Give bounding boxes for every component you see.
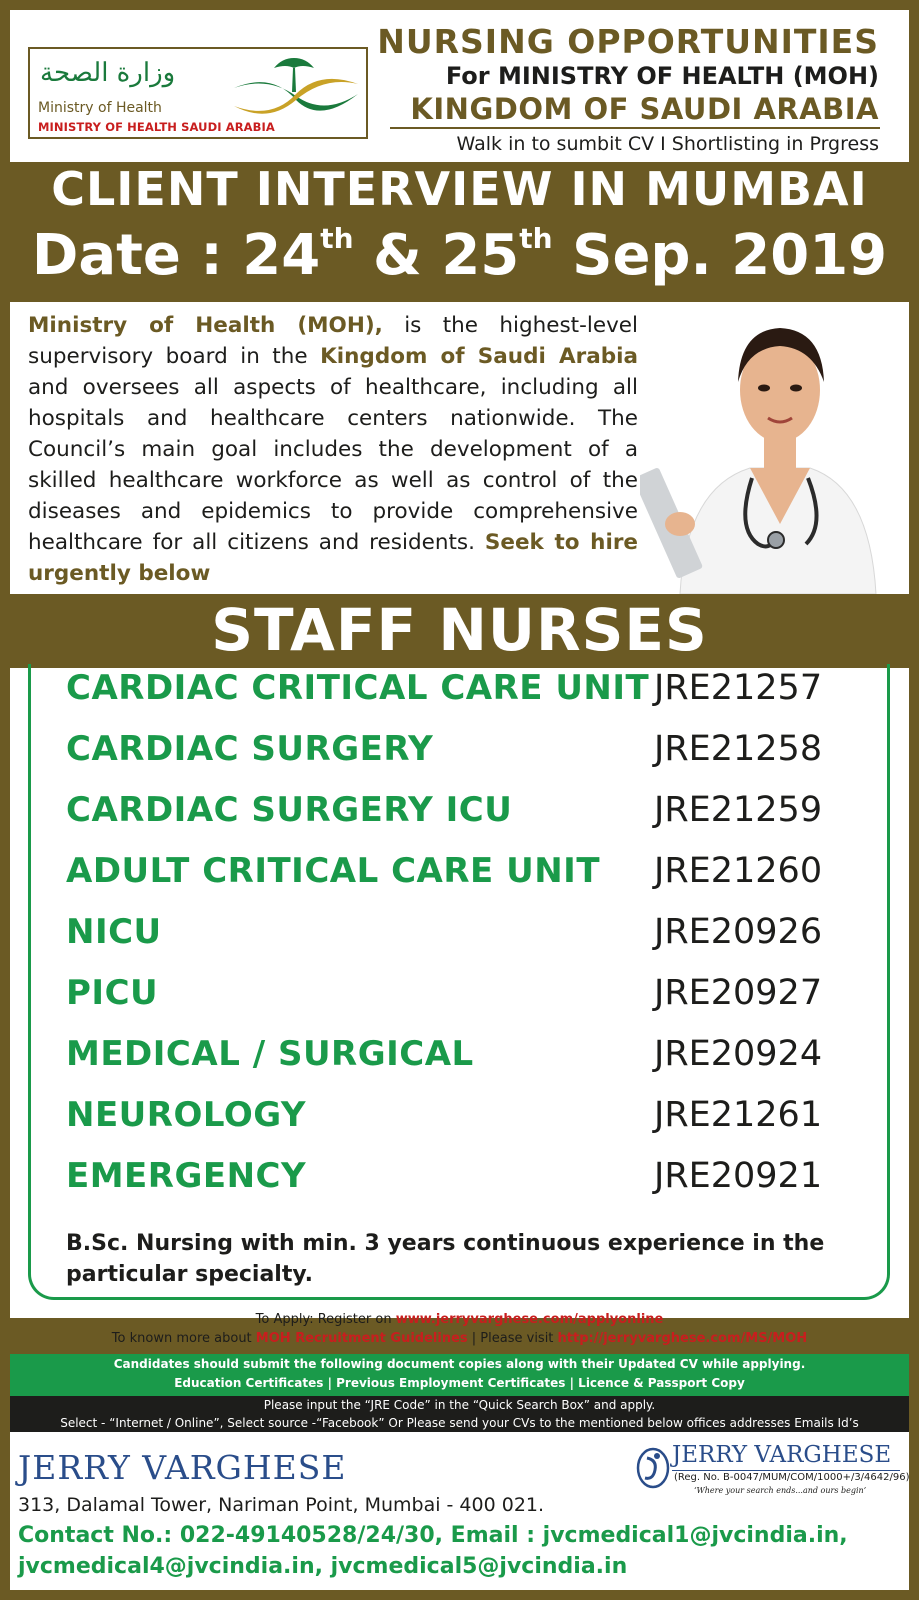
guidelines-mid: | Please visit (467, 1331, 558, 1346)
moh-guidelines-link[interactable]: http://jerryvarghese.com/MS/MOH (557, 1331, 808, 1346)
jerry-varghese-logo-icon (635, 1446, 671, 1490)
position-code: JRE20927 (654, 973, 823, 1013)
intro-kingdom: Kingdom of Saudi Arabia (320, 344, 639, 369)
search-line-2: Select - “Internet / Online”, Select source -“Facebook” Or Please send your CVs to the mentioned below offices addresses Emails Id’s (60, 1416, 859, 1430)
documents-line-1: Candidates should submit the following document copies along with their Updated CV while applying. (113, 1357, 806, 1371)
intro-text-2: and oversees all aspects of healthcare, including all hospitals and healthcare centers nationwide. The Council’s main goal includes the development of a skilled healthcare workforce as well as control of the diseases and epidemics to provide comprehensive healthcare for all citizens and residents. (28, 375, 638, 555)
position-code: JRE21257 (654, 668, 823, 708)
position-code: JRE20924 (654, 1034, 823, 1074)
date-sup-2: th (519, 222, 553, 255)
date-prefix: Date : 24 (31, 223, 321, 288)
intro-cta: Seek to hire urgently below (28, 530, 639, 586)
position-row (66, 851, 886, 909)
position-code: JRE21258 (654, 729, 823, 769)
intro-lead: Ministry of Health (MOH), (28, 313, 383, 338)
interview-date (0, 222, 919, 288)
contact-line-2[interactable]: jvcmedical4@jvcindia.in, jvcmedical5@jvcindia.in (18, 1554, 628, 1579)
moh-logo-english: Ministry of Health (38, 100, 162, 116)
documents-line-2: Education Certificates | Previous Employment Certificates | Licence & Passport Copy (174, 1376, 745, 1390)
office-address: 313, Dalamal Tower, Nariman Point, Mumbai - 400 021. (18, 1494, 545, 1516)
apply-line (10, 1312, 909, 1327)
intro-paragraph (28, 310, 638, 589)
registration-number: (Reg. No. B-0047/MUM/COM/1000+/3/4642/96) (674, 1472, 910, 1483)
position-row (66, 729, 886, 787)
header-divider (390, 127, 880, 129)
guidelines-prefix: To known more about (111, 1331, 256, 1346)
position-role: MEDICAL / SURGICAL (66, 1034, 474, 1074)
nursing-opportunities-heading: NURSING OPPORTUNITIES (377, 22, 879, 61)
position-role: ADULT CRITICAL CARE UNIT (66, 851, 601, 891)
position-role: CARDIAC SURGERY (66, 729, 434, 769)
position-code: JRE20921 (654, 1156, 823, 1196)
brand-underline (672, 1470, 900, 1471)
walk-in-note: Walk in to sumbit CV I Shortlisting in Prgress (456, 133, 879, 155)
date-mid: & 25 (353, 223, 520, 288)
position-row (66, 973, 886, 1031)
guidelines-line (10, 1331, 909, 1346)
brand-name: JERRY VARGHESE (672, 1442, 892, 1468)
moh-palm-icon (232, 54, 360, 124)
position-row (66, 912, 886, 970)
apply-online-link[interactable]: www.jerryvarghese.com/applyonline (395, 1312, 664, 1327)
brand-tagline: ‘Where your search ends...and ours begin’ (694, 1486, 867, 1495)
position-code: JRE21260 (654, 851, 823, 891)
company-name: JERRY VARGHESE (18, 1448, 347, 1487)
position-role: EMERGENCY (66, 1156, 307, 1196)
date-sup-1: th (320, 222, 354, 255)
moh-guidelines-label: MOH Recruitment Guidelines (255, 1331, 468, 1346)
staff-nurses-title: STAFF NURSES (211, 596, 708, 664)
position-code: JRE21259 (654, 790, 823, 830)
position-row (66, 1156, 886, 1214)
position-role: CARDIAC CRITICAL CARE UNIT (66, 668, 650, 708)
contact-line-1[interactable]: Contact No.: 022-49140528/24/30, Email : jvcmedical1@jvcindia.in, (18, 1523, 848, 1548)
intro-text-1: is the highest-level supervisory board in the (28, 313, 638, 369)
position-role: PICU (66, 973, 159, 1013)
apply-prefix: To Apply: Register on (255, 1312, 396, 1327)
date-suffix: Sep. 2019 (552, 223, 888, 288)
ksa-subheading: KINGDOM OF SAUDI ARABIA (410, 92, 879, 126)
moh-logo-red-text: MINISTRY OF HEALTH SAUDI ARABIA (38, 120, 275, 134)
position-role: CARDIAC SURGERY ICU (66, 790, 513, 830)
moh-logo-arabic: وزارة الصحة (40, 58, 176, 88)
position-code: JRE20926 (654, 912, 823, 952)
position-row (66, 790, 886, 848)
contact-details (18, 1520, 848, 1582)
position-row (66, 1034, 886, 1092)
qualification-requirement: B.Sc. Nursing with min. 3 years continuous experience in the particular specialty. (66, 1231, 825, 1287)
position-code: JRE21261 (654, 1095, 823, 1135)
position-row (66, 668, 886, 726)
search-line-1: Please input the “JRE Code” in the “Quick Search Box” and apply. (263, 1398, 656, 1412)
nurse-illustration (640, 318, 900, 594)
position-role: NICU (66, 912, 162, 952)
moh-subheading: For MINISTRY OF HEALTH (MOH) (445, 62, 879, 90)
position-role: NEUROLOGY (66, 1095, 307, 1135)
client-interview-title: CLIENT INTERVIEW IN MUMBAI (51, 162, 868, 216)
position-row (66, 1095, 886, 1153)
